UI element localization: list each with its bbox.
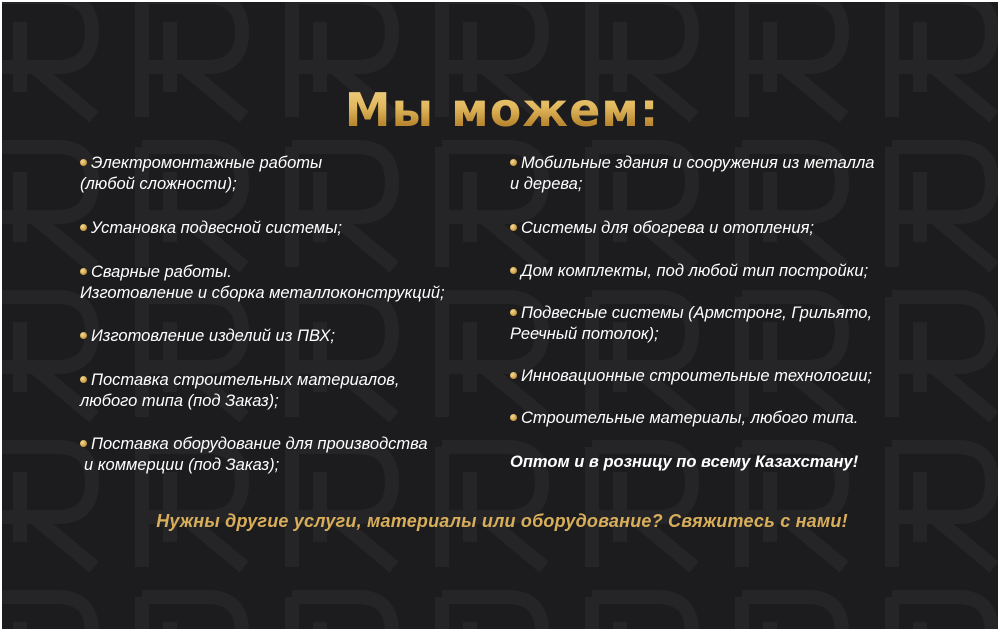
promo-card xyxy=(2,2,998,629)
list-item: Установка подвесной системы; xyxy=(80,218,342,239)
gold-bullet-icon xyxy=(510,372,517,379)
list-item: Сварные работы. Изготовление и сборка металлоконструкций; xyxy=(80,263,445,302)
gold-bullet-icon xyxy=(510,414,517,421)
list-item: Изготовление изделий из ПВХ; xyxy=(80,326,335,347)
gold-bullet-icon xyxy=(510,224,517,231)
gold-bullet-icon xyxy=(80,224,87,231)
contact-call-to-action: Нужны другие услуги, материалы или оборудование? Свяжитесь с нами! xyxy=(156,511,848,531)
nationwide-note: Оптом и в розницу по всему Казахстану! xyxy=(510,453,859,471)
gold-bullet-icon xyxy=(80,268,87,275)
list-item: Поставка оборудование для производства и коммерции (под Заказ); xyxy=(80,434,428,476)
list-item: Строительные материалы, любого типа. xyxy=(510,408,858,429)
list-item: Поставка строительных материалов, любого типа (под Заказ); xyxy=(80,371,400,410)
page-title: Мы можем: xyxy=(2,80,998,140)
list-item: Системы для обогрева и отопления; xyxy=(510,218,814,239)
gold-bullet-icon xyxy=(510,309,517,316)
gold-bullet-icon xyxy=(80,159,87,166)
list-item: Мобильные здания и сооружения из металла и дерева; xyxy=(510,154,875,193)
list-item: Дом комплекты, под любой тип постройки; xyxy=(510,261,868,282)
list-item: Подвесные системы (Армстронг, Грильято, Реечный потолок); xyxy=(510,304,873,343)
list-item: Инновационные строительные технологии; xyxy=(510,366,872,387)
list-item: Электромонтажные работы (любой сложности); xyxy=(80,154,323,193)
gold-bullet-icon xyxy=(80,376,87,383)
gold-bullet-icon xyxy=(510,159,517,166)
gold-bullet-icon xyxy=(510,267,517,274)
gold-bullet-icon xyxy=(80,440,87,447)
gold-bullet-icon xyxy=(80,332,87,339)
